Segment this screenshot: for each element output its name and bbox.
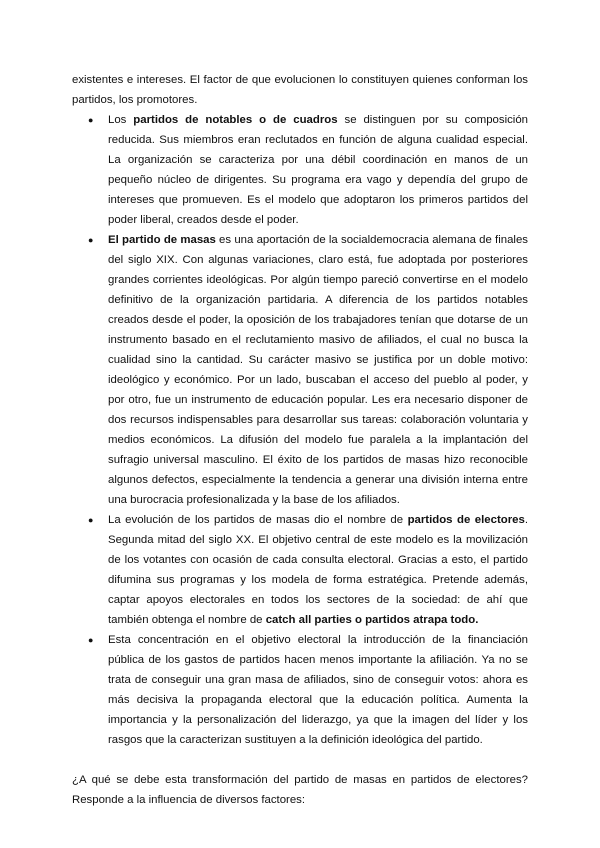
item-term-secondary: catch all parties o partidos atrapa todo. <box>265 614 479 626</box>
item-text-post: . Segunda mitad del siglo XX. El objetivo central de este modelo es la movilización de los votantes con ocasión de cada consulta electoral. Gracias a esto, el partido difumina sus programas y los modela de forma estratégica. Pretende además, captar apoyos electorales en todos los sectores de la sociedad: de ahí que también obtenga el nombre de <box>108 514 528 626</box>
bullet-icon: ● <box>88 515 94 525</box>
list-item <box>88 110 528 230</box>
item-text-post: se distinguen por su composición reducida. Sus miembros eran reclutados en función de alguna cualidad especial. La organización se caracteriza por una débil coordinación en manos de un pequeño núcleo de dirigentes. Su programa era vago y dependía del grupo de intereses que promueven. Es el modelo que adoptaron los primeros partidos del poder liberal, creados desde el poder. <box>108 114 528 226</box>
item-text-pre: La evolución de los partidos de masas dio el nombre de <box>108 514 408 526</box>
item-term: El partido de masas <box>108 234 216 246</box>
item-term: partidos de electores <box>407 514 525 526</box>
intro-paragraph: existentes e intereses. El factor de que evolucionen lo constituyen quienes conforman los partidos, los promotores. <box>72 74 528 106</box>
item-text-post: es una aportación de la socialdemocracia alemana de finales del siglo XIX. Con algunas variaciones, claro está, fue adoptada por posteriores grandes corrientes ideológicas. Por algún tiempo pareció convertirse en el modelo definitivo de la organización partidaria. A diferencia de los partidos notables creados desde el poder, la oposición de los trabajadores tenían que dotarse de un instrumento basado en el reclutamiento masivo de afiliados, el cual no busca la cualidad sino la cantidad. Su carácter masivo se justifica por un doble motivo: ideológico y económico. Por un lado, buscaban el acceso del pueblo al poder, y por otro, fue un instrumento de educación popular. Les era necesario disponer de dos recursos indispensables para desarrollar sus tareas: colaboración voluntaria y medios económicos. La difusión del modelo fue paralela a la implantación del sufragio universal masculino. El éxito de los partidos de masas hizo reconocible algunos defectos, especialmente la tendencia a generar una división interna entre una burocracia profesionalizada y la base de los afiliados. <box>108 234 528 506</box>
question-paragraph: ¿A qué se debe esta transformación del partido de masas en partidos de electores? Responde a la influencia de diversos factores: <box>72 774 528 806</box>
item-text-pre: Esta concentración en el objetivo electoral la introducción de la financiación pública de los gastos de partidos hacen menos importante la afiliación. Ya no se trata de conseguir una gran masa de afiliados, sino de conseguir votos: ahora es más decisiva la propaganda electoral que la educación política. Aumenta la importancia y la personalización del liderazgo, ya que la imagen del líder y los rasgos que la caracterizan sustituyen a la definición ideológica del partido. <box>108 634 528 746</box>
list-item <box>88 230 528 510</box>
item-text-pre: Los <box>108 114 134 126</box>
bullet-list <box>72 110 528 750</box>
bullet-icon: ● <box>88 235 94 245</box>
bullet-icon: ● <box>88 635 94 645</box>
list-item <box>88 630 528 750</box>
bullet-icon: ● <box>88 115 94 125</box>
list-item <box>88 510 528 630</box>
item-term: partidos de notables o de cuadros <box>133 114 338 126</box>
